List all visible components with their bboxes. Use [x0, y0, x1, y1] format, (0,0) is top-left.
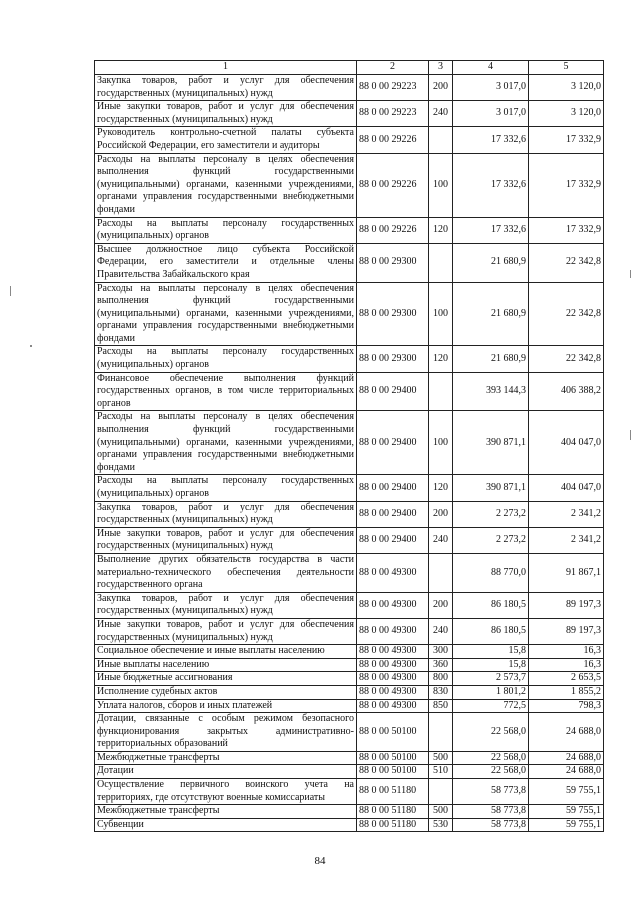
type-cell	[429, 553, 453, 592]
table-row	[95, 592, 604, 618]
value-year2-cell: 2 341,2	[529, 501, 604, 527]
type-cell: 300	[429, 645, 453, 659]
type-cell: 800	[429, 672, 453, 686]
page-number: 84	[314, 855, 326, 867]
code-cell: 88 0 00 29300	[357, 282, 429, 346]
value-year2-cell: 22 342,8	[529, 243, 604, 282]
value-year2-cell: 59 755,1	[529, 818, 604, 832]
type-cell	[429, 713, 453, 752]
value-year1-cell: 393 144,3	[453, 372, 529, 411]
value-year2-cell: 17 332,9	[529, 217, 604, 243]
scan-edge-mark	[630, 430, 631, 440]
header-cell: 5	[529, 61, 604, 75]
value-year1-cell: 15,8	[453, 658, 529, 672]
description-cell: Иные выплаты населению	[95, 658, 357, 672]
value-year1-cell: 86 180,5	[453, 592, 529, 618]
value-year1-cell: 21 680,9	[453, 282, 529, 346]
code-cell: 88 0 00 29400	[357, 411, 429, 475]
table-row	[95, 217, 604, 243]
description-cell: Межбюджетные трансферты	[95, 805, 357, 819]
code-cell: 88 0 00 51180	[357, 805, 429, 819]
code-cell: 88 0 00 49300	[357, 699, 429, 713]
value-year2-cell: 17 332,9	[529, 153, 604, 217]
description-cell: Иные закупки товаров, работ и услуг для обеспечения государственных (муниципальных) нужд	[95, 527, 357, 553]
scan-edge-mark	[10, 286, 11, 296]
table-row	[95, 685, 604, 699]
code-cell: 88 0 00 49300	[357, 618, 429, 644]
code-cell: 88 0 00 50100	[357, 713, 429, 752]
code-cell: 88 0 00 29300	[357, 346, 429, 372]
type-cell: 100	[429, 282, 453, 346]
table-row	[95, 618, 604, 644]
code-cell: 88 0 00 29223	[357, 75, 429, 101]
value-year2-cell: 22 342,8	[529, 282, 604, 346]
value-year2-cell: 17 332,9	[529, 127, 604, 153]
value-year1-cell: 17 332,6	[453, 127, 529, 153]
description-cell: Исполнение судебных актов	[95, 685, 357, 699]
value-year2-cell: 24 688,0	[529, 713, 604, 752]
code-cell: 88 0 00 51180	[357, 779, 429, 805]
table-row	[95, 243, 604, 282]
value-year1-cell: 15,8	[453, 645, 529, 659]
description-cell: Закупка товаров, работ и услуг для обеспечения государственных (муниципальных) нужд	[95, 592, 357, 618]
description-cell: Финансовое обеспечение выполнения функций государственных органов, в том числе территориальных органов	[95, 372, 357, 411]
code-cell: 88 0 00 49300	[357, 672, 429, 686]
type-cell: 120	[429, 346, 453, 372]
scan-edge-mark	[630, 270, 631, 278]
type-cell: 100	[429, 411, 453, 475]
value-year1-cell: 22 568,0	[453, 765, 529, 779]
value-year2-cell: 59 755,1	[529, 779, 604, 805]
type-cell: 360	[429, 658, 453, 672]
type-cell: 850	[429, 699, 453, 713]
code-cell: 88 0 00 29400	[357, 501, 429, 527]
table-row	[95, 282, 604, 346]
description-cell: Расходы на выплаты персоналу в целях обеспечения выполнения функций государственными (муниципальными) органами, казенными учреждениями, органами управления государственными внебюджетными фондами	[95, 282, 357, 346]
value-year2-cell: 798,3	[529, 699, 604, 713]
value-year1-cell: 58 773,8	[453, 779, 529, 805]
value-year1-cell: 390 871,1	[453, 411, 529, 475]
type-cell: 120	[429, 475, 453, 501]
type-cell: 240	[429, 527, 453, 553]
value-year2-cell: 3 120,0	[529, 101, 604, 127]
description-cell: Высшее должностное лицо субъекта Российской Федерации, его заместители и отдельные члены Правительства Забайкальского края	[95, 243, 357, 282]
value-year2-cell: 3 120,0	[529, 75, 604, 101]
value-year2-cell: 16,3	[529, 645, 604, 659]
table-row	[95, 699, 604, 713]
code-cell: 88 0 00 29300	[357, 243, 429, 282]
code-cell: 88 0 00 29226	[357, 127, 429, 153]
description-cell: Дотации	[95, 765, 357, 779]
description-cell: Дотации, связанные с особым режимом безопасного функционирования закрытых административно-территориальных образований	[95, 713, 357, 752]
code-cell: 88 0 00 51180	[357, 818, 429, 832]
description-cell: Уплата налогов, сборов и иных платежей	[95, 699, 357, 713]
table-row	[95, 153, 604, 217]
code-cell: 88 0 00 29226	[357, 217, 429, 243]
value-year2-cell: 89 197,3	[529, 618, 604, 644]
description-cell: Закупка товаров, работ и услуг для обеспечения государственных (муниципальных) нужд	[95, 501, 357, 527]
value-year2-cell: 89 197,3	[529, 592, 604, 618]
header-cell: 4	[453, 61, 529, 75]
table-row	[95, 372, 604, 411]
description-cell: Расходы на выплаты персоналу государственных (муниципальных) органов	[95, 346, 357, 372]
code-cell: 88 0 00 29400	[357, 372, 429, 411]
table-row	[95, 658, 604, 672]
scan-edge-mark	[30, 345, 32, 347]
type-cell: 510	[429, 765, 453, 779]
description-cell: Иные закупки товаров, работ и услуг для обеспечения государственных (муниципальных) нужд	[95, 101, 357, 127]
table-row	[95, 411, 604, 475]
description-cell: Расходы на выплаты персоналу в целях обеспечения выполнения функций государственными (муниципальными) органами, казенными учреждениями, органами управления государственными внебюджетными фондами	[95, 411, 357, 475]
table-row	[95, 527, 604, 553]
description-cell: Расходы на выплаты персоналу в целях обеспечения выполнения функций государственными (муниципальными) органами, казенными учреждениями, органами управления государственными внебюджетными фондами	[95, 153, 357, 217]
table-row	[95, 645, 604, 659]
table-row	[95, 127, 604, 153]
value-year1-cell: 58 773,8	[453, 805, 529, 819]
type-cell: 200	[429, 592, 453, 618]
code-cell: 88 0 00 49300	[357, 658, 429, 672]
value-year1-cell: 3 017,0	[453, 75, 529, 101]
table-row	[95, 765, 604, 779]
value-year2-cell: 16,3	[529, 658, 604, 672]
table-row	[95, 751, 604, 765]
type-cell	[429, 779, 453, 805]
description-cell: Руководитель контрольно-счетной палаты субъекта Российской Федерации, его заместители и аудиторы	[95, 127, 357, 153]
table-row	[95, 779, 604, 805]
type-cell: 500	[429, 751, 453, 765]
type-cell	[429, 372, 453, 411]
value-year1-cell: 390 871,1	[453, 475, 529, 501]
table-row	[95, 501, 604, 527]
code-cell: 88 0 00 49300	[357, 592, 429, 618]
table-row	[95, 101, 604, 127]
value-year1-cell: 88 770,0	[453, 553, 529, 592]
type-cell: 200	[429, 75, 453, 101]
value-year2-cell: 24 688,0	[529, 751, 604, 765]
value-year1-cell: 22 568,0	[453, 751, 529, 765]
value-year2-cell: 2 653,5	[529, 672, 604, 686]
type-cell	[429, 243, 453, 282]
value-year2-cell: 404 047,0	[529, 475, 604, 501]
type-cell: 240	[429, 618, 453, 644]
code-cell: 88 0 00 49300	[357, 553, 429, 592]
description-cell: Субвенции	[95, 818, 357, 832]
header-cell: 1	[95, 61, 357, 75]
header-row	[95, 61, 604, 75]
description-cell: Межбюджетные трансферты	[95, 751, 357, 765]
code-cell: 88 0 00 29226	[357, 153, 429, 217]
value-year1-cell: 17 332,6	[453, 153, 529, 217]
code-cell: 88 0 00 29400	[357, 527, 429, 553]
value-year2-cell: 406 388,2	[529, 372, 604, 411]
value-year2-cell: 22 342,8	[529, 346, 604, 372]
type-cell: 200	[429, 501, 453, 527]
value-year1-cell: 2 573,7	[453, 672, 529, 686]
table-row	[95, 672, 604, 686]
value-year1-cell: 2 273,2	[453, 501, 529, 527]
type-cell: 530	[429, 818, 453, 832]
type-cell	[429, 127, 453, 153]
table-row	[95, 818, 604, 832]
value-year1-cell: 21 680,9	[453, 243, 529, 282]
description-cell: Иные закупки товаров, работ и услуг для обеспечения государственных (муниципальных) нужд	[95, 618, 357, 644]
table-row	[95, 475, 604, 501]
type-cell: 120	[429, 217, 453, 243]
description-cell: Социальное обеспечение и иные выплаты населению	[95, 645, 357, 659]
value-year1-cell: 58 773,8	[453, 818, 529, 832]
header-cell: 3	[429, 61, 453, 75]
type-cell: 500	[429, 805, 453, 819]
code-cell: 88 0 00 50100	[357, 765, 429, 779]
description-cell: Выполнение других обязательств государства в части материально-технического обеспечения деятельности государственного органа	[95, 553, 357, 592]
value-year1-cell: 17 332,6	[453, 217, 529, 243]
description-cell: Расходы на выплаты персоналу государственных (муниципальных) органов	[95, 475, 357, 501]
value-year2-cell: 1 855,2	[529, 685, 604, 699]
value-year1-cell: 2 273,2	[453, 527, 529, 553]
table-row	[95, 805, 604, 819]
table-row	[95, 75, 604, 101]
description-cell: Осуществление первичного воинского учета на территориях, где отсутствуют военные комиссариаты	[95, 779, 357, 805]
type-cell: 100	[429, 153, 453, 217]
budget-table	[94, 60, 604, 832]
table-row	[95, 553, 604, 592]
description-cell: Закупка товаров, работ и услуг для обеспечения государственных (муниципальных) нужд	[95, 75, 357, 101]
value-year1-cell: 3 017,0	[453, 101, 529, 127]
code-cell: 88 0 00 50100	[357, 751, 429, 765]
description-cell: Расходы на выплаты персоналу государственных (муниципальных) органов	[95, 217, 357, 243]
header-cell: 2	[357, 61, 429, 75]
value-year2-cell: 91 867,1	[529, 553, 604, 592]
value-year2-cell: 404 047,0	[529, 411, 604, 475]
value-year1-cell: 1 801,2	[453, 685, 529, 699]
value-year1-cell: 22 568,0	[453, 713, 529, 752]
code-cell: 88 0 00 29223	[357, 101, 429, 127]
table-row	[95, 713, 604, 752]
value-year2-cell: 2 341,2	[529, 527, 604, 553]
value-year2-cell: 59 755,1	[529, 805, 604, 819]
code-cell: 88 0 00 29400	[357, 475, 429, 501]
value-year2-cell: 24 688,0	[529, 765, 604, 779]
value-year1-cell: 86 180,5	[453, 618, 529, 644]
description-cell: Иные бюджетные ассигнования	[95, 672, 357, 686]
code-cell: 88 0 00 49300	[357, 645, 429, 659]
type-cell: 240	[429, 101, 453, 127]
code-cell: 88 0 00 49300	[357, 685, 429, 699]
type-cell: 830	[429, 685, 453, 699]
table-row	[95, 346, 604, 372]
value-year1-cell: 772,5	[453, 699, 529, 713]
value-year1-cell: 21 680,9	[453, 346, 529, 372]
